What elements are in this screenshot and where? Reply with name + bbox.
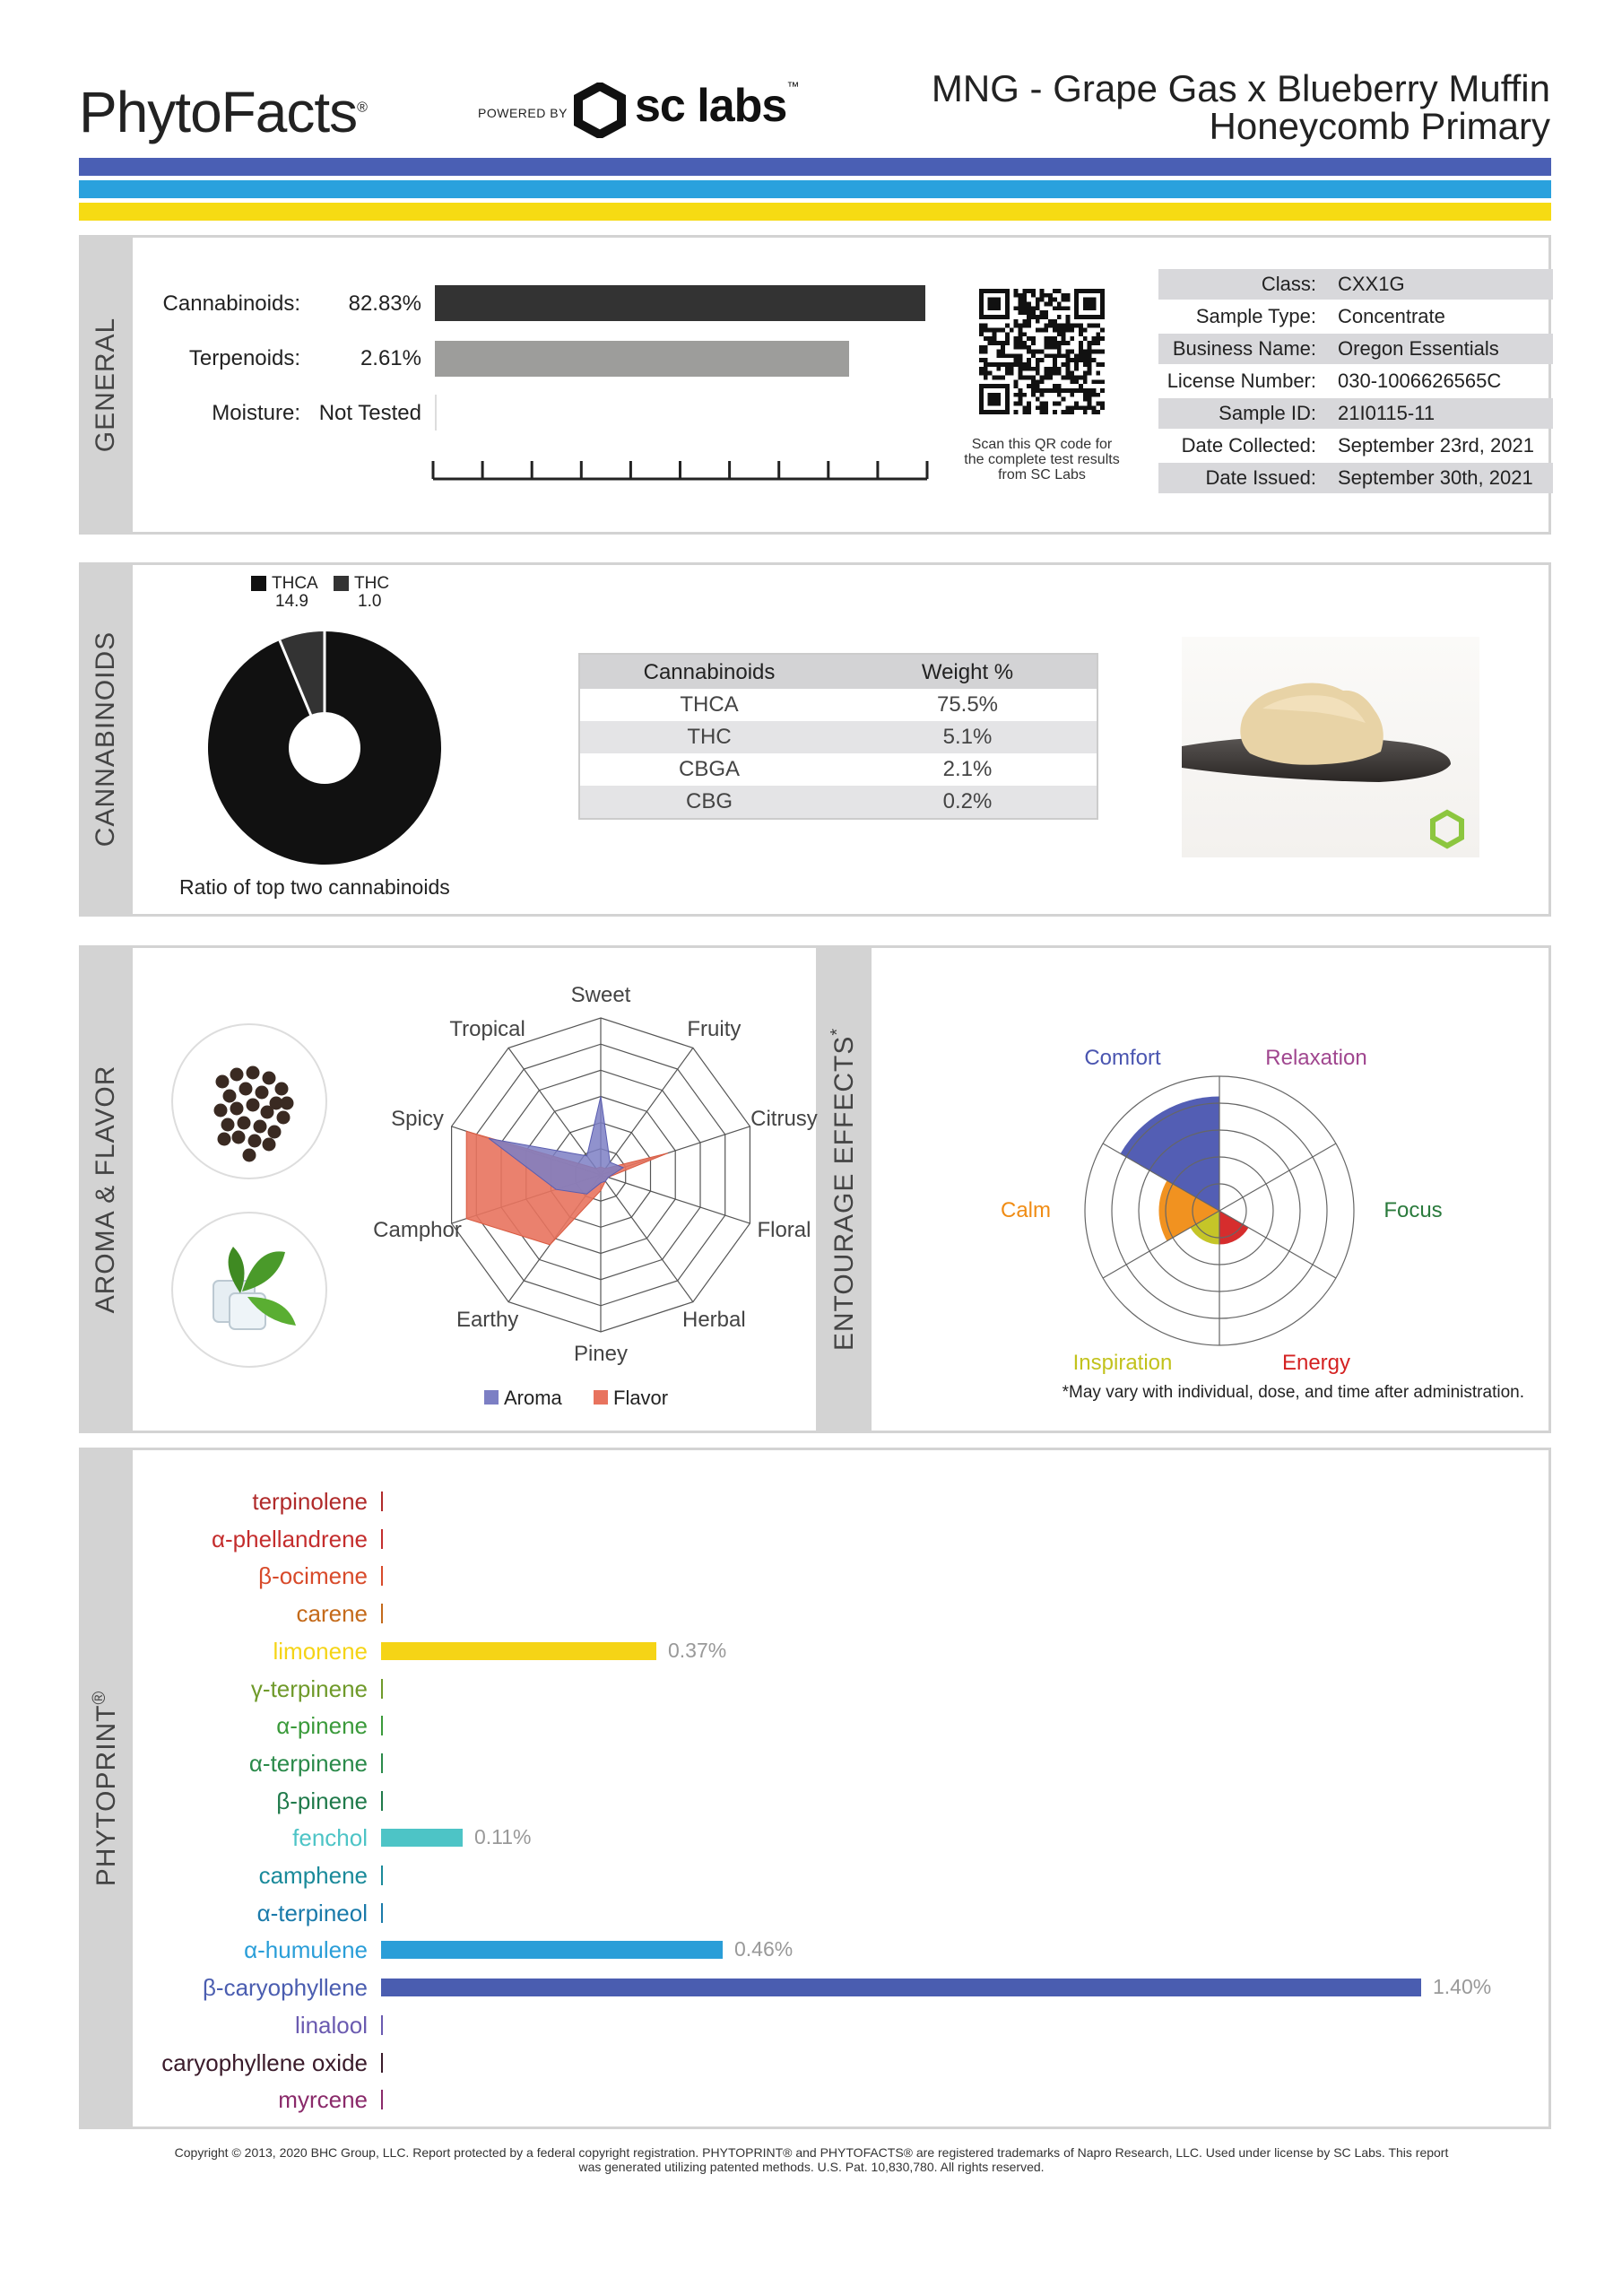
terpene-label: α-phellandrene [211,1525,368,1552]
peppercorn [223,1090,237,1103]
product-title [743,67,1550,147]
radar-axis-label: Herbal [682,1307,746,1332]
terpene-label: fenchol [292,1824,368,1852]
info-row [1158,301,1553,332]
peppercorn [221,1118,235,1132]
cannabinoid-ratio-donut [206,630,443,866]
cannabinoid-name: CBGA [678,757,740,781]
entourage-label-text: ENTOURAGE EFFECTS [829,1035,859,1352]
logo-registered-mark: ® [357,100,367,116]
aroma-legend-swatch [484,1390,499,1405]
phytofacts-logo [79,79,367,145]
cannabinoid-row [579,689,1097,721]
weight-col-header: Weight % [921,660,1014,684]
peppercorn [214,1104,228,1118]
phytoprint-sidebar [79,1448,133,2129]
peppercorn [254,1120,267,1134]
effect-label: Inspiration [1072,1350,1173,1375]
phytoprint-registered-mark: ® [90,1690,109,1705]
info-value: September 23rd, 2021 [1338,434,1534,457]
info-value: 21I0115-11 [1338,402,1436,424]
logo-text: PhytoFacts [79,80,358,144]
effect-label: Relaxation [1265,1046,1367,1071]
terpene-zero-tick [381,1866,383,1885]
terpenoids-bar [435,341,849,377]
radar-axis-label: Piney [573,1341,629,1366]
terpene-label: α-pinene [276,1712,368,1740]
info-key: License Number: [1167,370,1316,392]
info-value: 030-1006626565C [1338,370,1502,392]
terpene-zero-tick [381,2015,383,2035]
info-key: Sample Type: [1195,305,1316,327]
entourage-section-label [828,1028,860,1351]
moisture-metric-label: Moisture: [212,401,300,425]
flavor-legend-swatch [594,1390,608,1405]
peppercorn [239,1083,253,1096]
terpene-zero-tick [381,1753,383,1773]
peppercorn-icon [170,1022,328,1180]
terpene-label: β-pinene [276,1787,368,1814]
terpene-label: caryophyllene oxide [161,2048,368,2076]
phytoprint-label-text: PHYTOPRINT [91,1704,121,1887]
terpene-label: β-ocimene [258,1562,368,1590]
info-value: September 30th, 2021 [1338,466,1533,489]
info-key: Date Collected: [1181,434,1316,457]
entourage-disclaimer: *May vary with individual, dose, and time after administration. [1062,1383,1524,1402]
cannabinoids-sidebar [79,562,133,917]
polar-spoke [1219,1144,1336,1211]
peppercorn [268,1126,282,1139]
terpene-label: myrcene [278,2086,368,2114]
cannabinoid-weight: 2.1% [942,757,993,781]
peppercorn [277,1111,291,1125]
thca-legend-swatch [251,576,266,591]
info-row [1158,334,1553,364]
terpene-bar [381,1829,463,1847]
product-title-line2: Honeycomb Primary [1209,105,1550,147]
peppercorn [275,1083,289,1096]
info-key: Class: [1261,273,1316,295]
product-photo [1182,637,1479,857]
cannabinoid-weight: 0.2% [942,789,993,813]
terpene-bar [381,1979,1421,1996]
moisture-metric-value: Not Tested [318,401,421,425]
radar-axis-label: Tropical [449,1017,525,1042]
peppercorn [230,1102,244,1116]
cannabinoids-metric-label: Cannabinoids: [162,291,300,316]
terpene-zero-tick [381,1566,383,1586]
flavor-legend-label: Flavor [613,1387,669,1409]
peppercorn [281,1097,294,1110]
stripe-blue [79,158,1551,176]
terpenoids-metric-label: Terpenoids: [188,346,300,370]
cannabinoid-name: THCA [680,692,739,717]
peppercorn [247,1099,260,1112]
info-value: Concentrate [1338,305,1445,327]
copyright-footer [81,2145,1542,2174]
radar-axis-label: Camphor [373,1217,462,1242]
terpene-zero-tick [381,2090,383,2109]
info-row [1158,398,1553,429]
footer-line1: Copyright © 2013, 2020 BHC Group, LLC. Report protected by a federal copyright registration. PHYTOPRINT® and PHYTOFACTS® are registered trademarks of Napro Research, LLC. Used under license by SC Labs. This report [174,2145,1449,2160]
effect-label: Calm [1000,1198,1051,1222]
stripe-yellow [79,203,1551,221]
terpene-zero-tick [381,1529,383,1549]
terpene-label: camphene [258,1862,368,1889]
radar-axis-label: Spicy [391,1107,444,1132]
effect-label: Comfort [1084,1046,1161,1071]
terpene-label: α-terpinene [248,1749,368,1777]
aroma-sidebar [79,945,133,1433]
sc-labs-trademark: ™ [786,79,799,93]
cannabinoid-col-header: Cannabinoids [643,660,776,684]
qr-code-icon[interactable] [979,289,1105,414]
powered-by-label: POWERED BY [478,106,568,120]
general-sidebar [79,235,133,535]
effect-label: Energy [1281,1350,1351,1375]
cannabinoid-weight: 75.5% [936,692,999,717]
terpene-label: linalool [295,2011,368,2039]
peppercorn [247,1066,260,1080]
entourage-asterisk: * [828,1027,847,1036]
info-key: Sample ID: [1219,402,1316,424]
terpene-label: α-terpineol [256,1899,368,1926]
cannabinoid-weight: 5.1% [942,725,993,749]
terpene-zero-tick [381,1492,383,1511]
stripe-cyan [79,180,1551,198]
general-section-label: GENERAL [91,317,120,453]
cannabinoid-name: CBG [685,789,733,813]
cannabinoid-name: THC [687,725,732,749]
terpenoids-metric-value: 2.61% [360,346,421,370]
info-row [1158,430,1553,461]
radar-axis-label: Citrusy [750,1107,818,1132]
radar-spoke [601,1048,693,1175]
peppercorn [238,1117,251,1130]
cannabinoid-row [579,786,1097,819]
donut-hole [289,712,360,784]
aroma-legend-label: Aroma [504,1387,562,1409]
footer-line2: was generated utilizing patented methods. U.S. Pat. 10,830,780. All rights reserved. [578,2160,1045,2174]
cannabinoid-row [579,721,1097,753]
radar-axis-label: Earthy [455,1307,519,1332]
sc-labs-text: sc labs [635,80,787,132]
terpene-value: 0.11% [474,1825,532,1849]
product-title-line1: MNG - Grape Gas x Blueberry Muffin [931,67,1550,109]
peppercorn [243,1149,256,1162]
qr-caption: Scan this QR code for the complete test results from SC Labs [964,437,1120,483]
terpene-value: 0.46% [734,1937,794,1961]
terpene-zero-tick [381,1791,383,1811]
effect-wedge [1219,1211,1249,1245]
peppercorn [248,1135,262,1148]
peppercorn [230,1068,244,1082]
thc-legend-value: 1.0 [358,592,382,611]
ratio-caption: Ratio of top two cannabinoids [179,875,450,899]
cannabinoids-bar [435,285,925,321]
cannabinoid-table-header [579,654,1097,689]
sc-labs-hexagon-icon [572,83,628,138]
terpene-zero-tick [381,2053,383,2073]
info-value: CXX1G [1338,273,1405,295]
radar-axis-label: Sweet [570,983,631,1008]
polar-spoke [1219,1211,1336,1278]
terpene-label: terpinolene [252,1488,368,1515]
general-scale-axis [430,456,932,483]
peppercorn [216,1075,230,1089]
peppercorn [256,1086,269,1100]
phytoprint-section-label [90,1691,122,1887]
thca-legend-name: THCA [272,574,318,593]
peppercorn [263,1138,276,1152]
terpene-label: α-humulene [244,1936,368,1964]
thca-legend-value: 14.9 [275,592,308,611]
radar-axis-label: Fruity [687,1017,742,1042]
terpene-bar [381,1941,723,1959]
info-row [1158,463,1553,493]
cannabinoid-table [578,653,1098,820]
terpene-bar [381,1642,656,1660]
terpene-zero-tick [381,1716,383,1735]
info-row [1158,366,1553,396]
moisture-bar [435,395,437,430]
info-key: Business Name: [1172,337,1316,360]
peppercorn [218,1133,231,1146]
info-value: Oregon Essentials [1338,337,1499,360]
radar-axis-label: Floral [757,1217,811,1242]
peppercorn [232,1131,246,1144]
peppercorn [263,1072,276,1085]
terpene-zero-tick [381,1679,383,1699]
info-key: Date Issued: [1205,466,1316,489]
info-row [1158,269,1553,300]
terpene-value: 0.37% [668,1638,727,1662]
terpene-zero-tick [381,1604,383,1623]
aroma-section-label: AROMA & FLAVOR [91,1065,120,1314]
peppercorn [261,1106,274,1119]
effect-label: Focus [1383,1198,1443,1222]
terpene-label: γ-terpinene [250,1674,368,1702]
terpene-zero-tick [381,1903,383,1923]
cannabinoids-metric-value: 82.83% [348,291,421,316]
cannabinoids-section-label: CANNABINOIDS [91,631,120,848]
terpene-label: carene [296,1600,368,1628]
radar-spoke [601,1175,693,1302]
thc-legend-name: THC [354,574,390,593]
cannabinoid-row [579,753,1097,786]
thc-legend-swatch [334,576,349,591]
terpene-label: β-caryophyllene [202,1974,368,2002]
camphor-mint-icon [170,1211,328,1369]
terpene-label: limonene [273,1637,368,1665]
terpene-value: 1.40% [1433,1975,1492,1999]
